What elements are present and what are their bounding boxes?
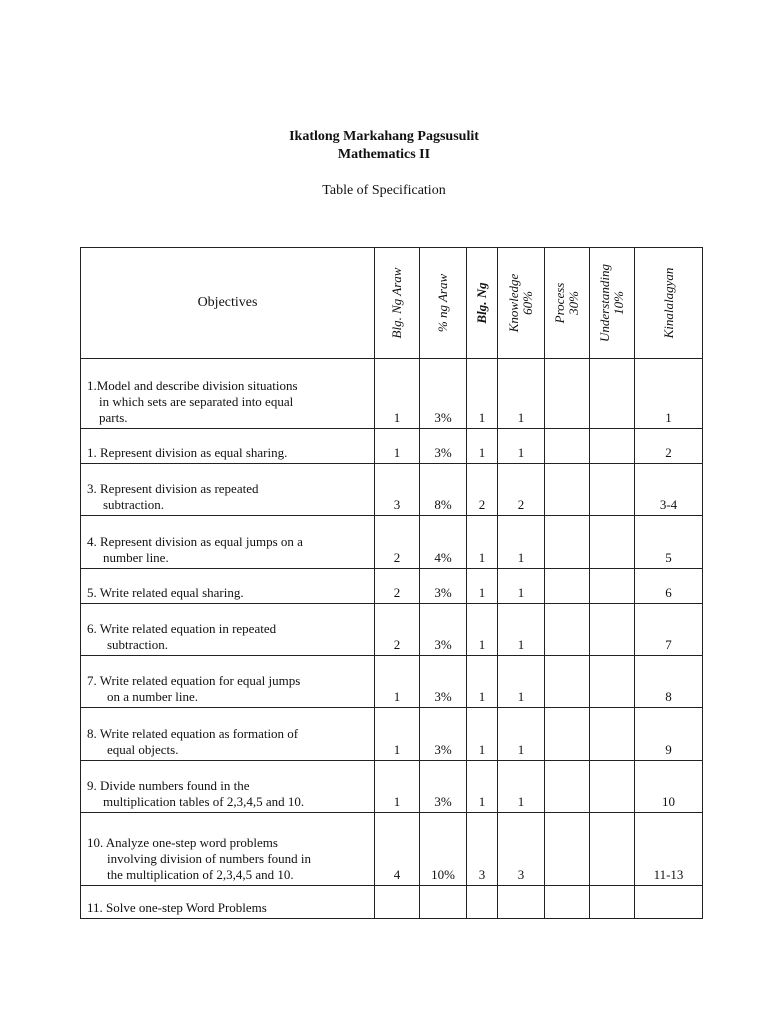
cell-kinalalagyan: 7	[635, 604, 703, 656]
cell-pct: 3%	[420, 569, 467, 604]
cell-kinalalagyan: 6	[635, 569, 703, 604]
objective-line: the multiplication of 2,3,4,5 and 10.	[107, 867, 294, 882]
objective-line: 7. Write related equation for equal jumps	[87, 673, 301, 688]
cell-blg: 1	[467, 656, 498, 708]
cell-knowledge	[498, 886, 545, 919]
table-row	[81, 359, 703, 429]
objective-line: 1.Model and describe division situations	[87, 378, 298, 393]
table-row	[81, 569, 703, 604]
objective-line: 5. Write related equal sharing.	[87, 585, 244, 600]
cell-process	[545, 656, 590, 708]
objective-cell	[81, 359, 375, 429]
cell-process	[545, 708, 590, 761]
cell-blg: 1	[467, 569, 498, 604]
cell-pct: 3%	[420, 604, 467, 656]
cell-kinalalagyan: 3-4	[635, 464, 703, 516]
cell-blg: 1	[467, 429, 498, 464]
cell-blg: 1	[467, 708, 498, 761]
objective-line: 11. Solve one-step Word Problems	[87, 900, 267, 915]
objective-line: 4. Represent division as equal jumps on a	[87, 534, 303, 549]
cell-process	[545, 813, 590, 886]
objective-line: 8. Write related equation as formation of	[87, 726, 299, 741]
cell-process	[545, 464, 590, 516]
objective-cell	[81, 813, 375, 886]
header-blg-ng: Blg. Ng	[467, 248, 498, 359]
cell-kinalalagyan: 11-13	[635, 813, 703, 886]
cell-pct: 8%	[420, 464, 467, 516]
cell-understanding	[590, 656, 635, 708]
cell-kinalalagyan: 2	[635, 429, 703, 464]
table-row	[81, 813, 703, 886]
cell-process	[545, 761, 590, 813]
cell-blg-araw: 2	[375, 604, 420, 656]
cell-blg-araw	[375, 886, 420, 919]
cell-understanding	[590, 464, 635, 516]
objective-cell	[81, 429, 375, 464]
cell-blg: 3	[467, 813, 498, 886]
header-understanding: Understanding 10%	[590, 248, 635, 359]
cell-blg: 1	[467, 359, 498, 429]
objective-line: in which sets are separated into equal	[99, 394, 294, 409]
specification-table	[80, 247, 703, 919]
cell-pct: 3%	[420, 359, 467, 429]
table-row	[81, 464, 703, 516]
cell-kinalalagyan: 9	[635, 708, 703, 761]
cell-kinalalagyan: 5	[635, 516, 703, 569]
table-row	[81, 429, 703, 464]
cell-kinalalagyan: 10	[635, 761, 703, 813]
objective-line: involving division of numbers found in	[107, 851, 312, 866]
cell-kinalalagyan: 1	[635, 359, 703, 429]
cell-knowledge: 1	[498, 656, 545, 708]
cell-understanding	[590, 708, 635, 761]
cell-pct: 10%	[420, 813, 467, 886]
cell-process	[545, 516, 590, 569]
doc-subtitle: Table of Specification	[322, 183, 446, 198]
cell-pct: 3%	[420, 429, 467, 464]
doc-subject: Mathematics II	[337, 147, 431, 162]
cell-blg-araw: 1	[375, 429, 420, 464]
objective-line: parts.	[99, 410, 128, 425]
cell-kinalalagyan: 8	[635, 656, 703, 708]
cell-blg-araw: 2	[375, 569, 420, 604]
table-row	[81, 656, 703, 708]
table-row	[81, 886, 703, 919]
doc-title: Ikatlong Markahang Pagsusulit	[289, 129, 479, 144]
cell-understanding	[590, 569, 635, 604]
objective-line: multiplication tables of 2,3,4,5 and 10.	[103, 794, 305, 809]
objective-line: 6. Write related equation in repeated	[87, 621, 277, 636]
cell-blg: 1	[467, 604, 498, 656]
cell-knowledge: 1	[498, 569, 545, 604]
cell-knowledge: 1	[498, 516, 545, 569]
cell-knowledge: 1	[498, 761, 545, 813]
cell-kinalalagyan	[635, 886, 703, 919]
cell-blg-araw: 4	[375, 813, 420, 886]
header-knowledge: Knowledge 60%	[498, 248, 545, 359]
cell-process	[545, 604, 590, 656]
cell-knowledge: 3	[498, 813, 545, 886]
objective-cell	[81, 761, 375, 813]
cell-understanding	[590, 886, 635, 919]
header-process: Process 30%	[545, 248, 590, 359]
table-row	[81, 516, 703, 569]
objective-cell	[81, 886, 375, 919]
cell-blg-araw: 1	[375, 761, 420, 813]
cell-blg: 2	[467, 464, 498, 516]
objective-line: equal objects.	[107, 742, 179, 757]
cell-blg-araw: 1	[375, 656, 420, 708]
cell-knowledge: 1	[498, 359, 545, 429]
cell-blg: 1	[467, 761, 498, 813]
cell-pct: 3%	[420, 656, 467, 708]
objective-cell	[81, 604, 375, 656]
cell-knowledge: 1	[498, 429, 545, 464]
table-row	[81, 604, 703, 656]
objective-line: 10. Analyze one-step word problems	[87, 835, 278, 850]
cell-blg-araw: 1	[375, 359, 420, 429]
cell-knowledge: 2	[498, 464, 545, 516]
cell-pct: 3%	[420, 708, 467, 761]
cell-knowledge: 1	[498, 604, 545, 656]
objective-cell	[81, 516, 375, 569]
cell-understanding	[590, 604, 635, 656]
cell-pct	[420, 886, 467, 919]
cell-knowledge: 1	[498, 708, 545, 761]
cell-blg: 1	[467, 516, 498, 569]
cell-pct: 3%	[420, 761, 467, 813]
cell-blg	[467, 886, 498, 919]
cell-pct: 4%	[420, 516, 467, 569]
cell-understanding	[590, 359, 635, 429]
cell-process	[545, 569, 590, 604]
cell-blg-araw: 3	[375, 464, 420, 516]
cell-blg-araw: 1	[375, 708, 420, 761]
cell-understanding	[590, 429, 635, 464]
objective-cell	[81, 708, 375, 761]
cell-understanding	[590, 813, 635, 886]
table-row	[81, 708, 703, 761]
header-pct-ng-araw: % ng Araw	[420, 248, 467, 359]
objective-cell	[81, 464, 375, 516]
header-objectives: Objectives	[81, 248, 375, 359]
cell-process	[545, 359, 590, 429]
cell-understanding	[590, 761, 635, 813]
cell-process	[545, 886, 590, 919]
objective-line: on a number line.	[107, 689, 198, 704]
objective-line: number line.	[103, 550, 169, 565]
objective-line: 9. Divide numbers found in the	[87, 778, 250, 793]
header-kinalalagyan: Kinalalagyan	[635, 248, 703, 359]
cell-understanding	[590, 516, 635, 569]
objective-line: subtraction.	[107, 637, 169, 652]
objective-line: subtraction.	[103, 497, 165, 512]
objective-cell	[81, 656, 375, 708]
table-row	[81, 761, 703, 813]
cell-process	[545, 429, 590, 464]
cell-blg-araw: 2	[375, 516, 420, 569]
header-blg-ng-araw: Blg. Ng Araw	[375, 248, 420, 359]
objective-line: 3. Represent division as repeated	[87, 481, 259, 496]
objective-cell	[81, 569, 375, 604]
table-header-row	[81, 248, 703, 359]
objective-line: 1. Represent division as equal sharing.	[87, 445, 288, 460]
